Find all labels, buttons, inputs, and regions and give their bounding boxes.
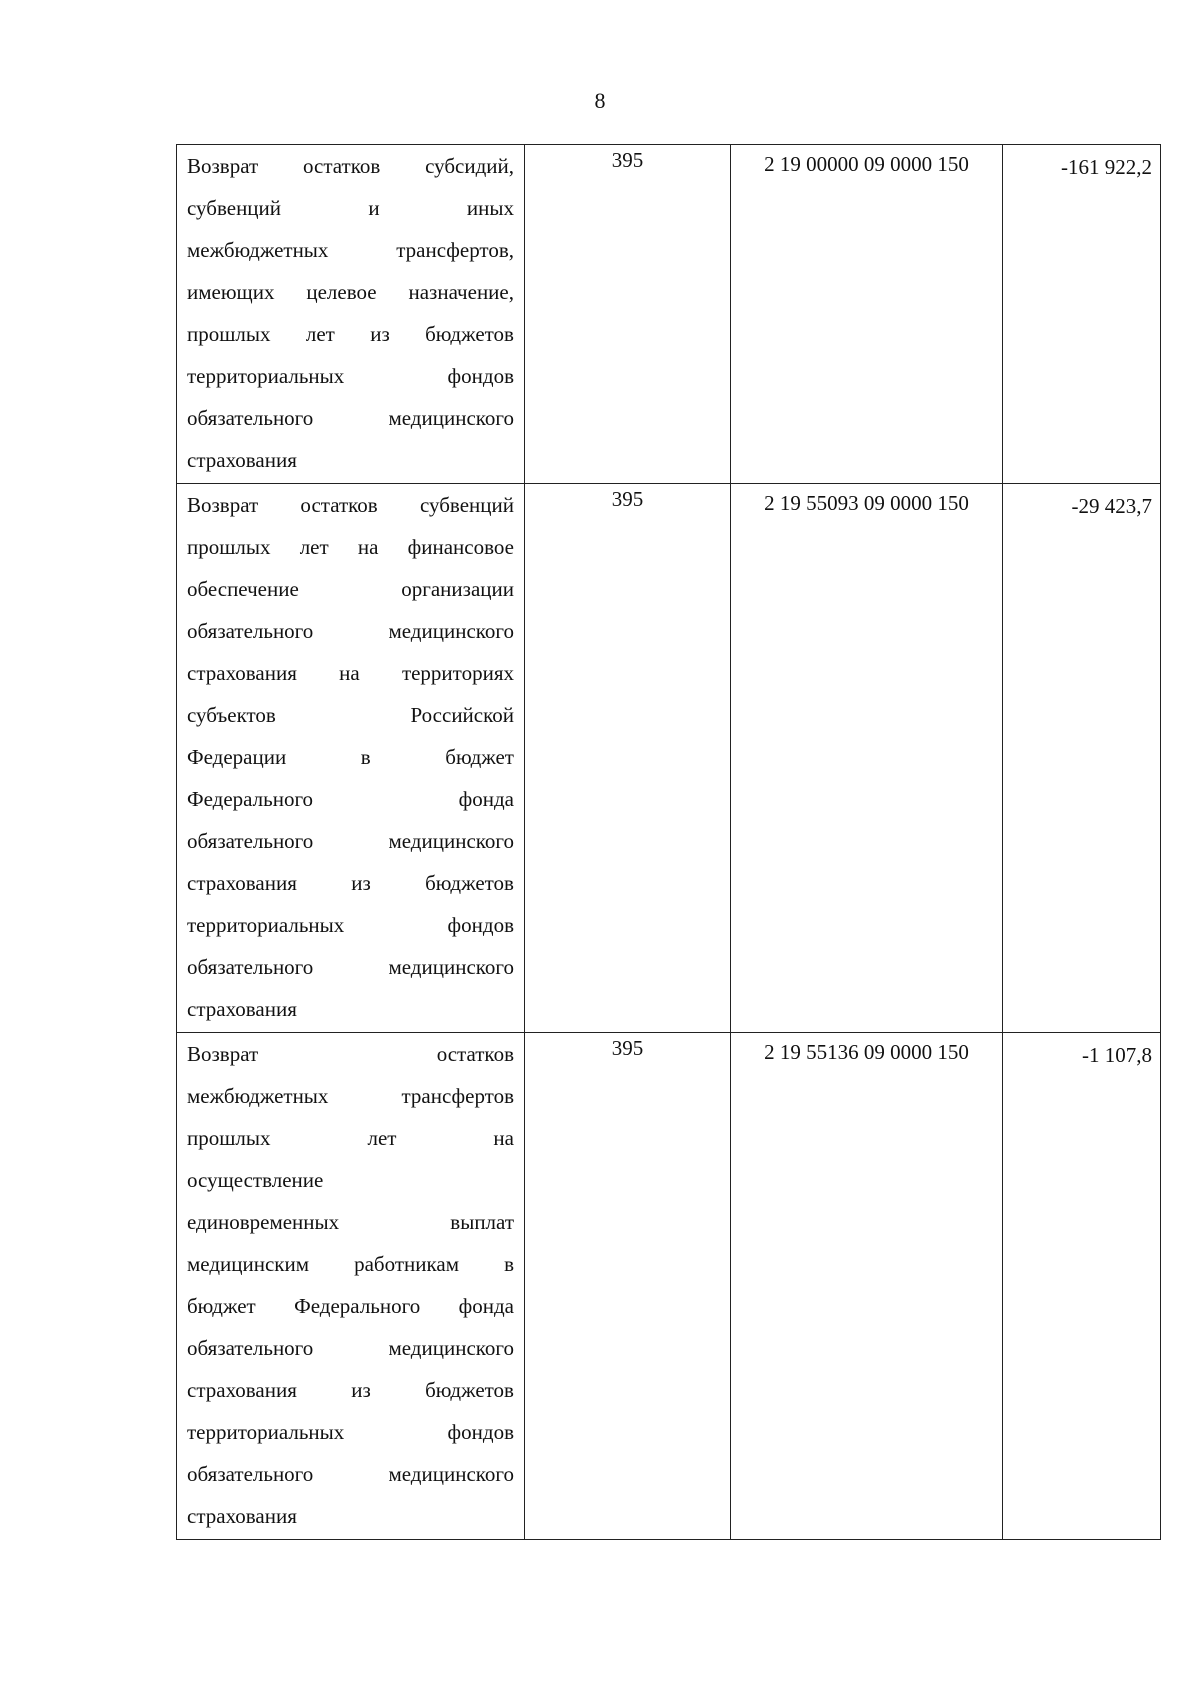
description-word: обязательного: [187, 619, 314, 643]
description-word: бюджет: [445, 745, 514, 769]
admin-code: 395: [611, 148, 644, 172]
description-word: медицинским: [187, 1252, 310, 1276]
description-word: трансфертов: [401, 1084, 514, 1108]
amount-value: -1 107,8: [1082, 1043, 1152, 1067]
admin-code-cell: [525, 1033, 731, 1540]
admin-code-cell: [525, 484, 731, 1033]
description-word: Возврат: [187, 1042, 259, 1066]
description-word: целевое: [306, 280, 377, 304]
description-word: прошлых: [187, 1126, 271, 1150]
description-word: Возврат: [187, 493, 259, 517]
description-word: выплат: [450, 1210, 514, 1234]
description-word: бюджетов: [425, 871, 514, 895]
page-number: 8: [594, 88, 606, 113]
description-line: [177, 1075, 524, 1117]
description-line: [177, 229, 524, 271]
description-word: фондов: [447, 913, 514, 937]
description-word: медицинского: [388, 955, 514, 979]
description-word: прошлых: [187, 535, 271, 559]
description-word: на: [357, 535, 379, 559]
amount-cell: [1003, 145, 1161, 484]
description-word: фонда: [458, 1294, 514, 1318]
description-word: медицинского: [388, 829, 514, 853]
description-line: [177, 1495, 524, 1537]
admin-code: 395: [611, 1036, 644, 1060]
description-word: субвенций: [187, 196, 282, 220]
admin-code: 395: [611, 487, 644, 511]
description-word: бюджетов: [425, 1378, 514, 1402]
description-cell: [177, 145, 525, 484]
description-word: субъектов: [187, 703, 276, 727]
description-word: организации: [401, 577, 514, 601]
description-line: [177, 904, 524, 946]
description-word: страхования: [187, 1504, 297, 1528]
description-word: обеспечение: [187, 577, 299, 601]
table-row: [177, 145, 1161, 484]
description-word: Федерации: [187, 745, 287, 769]
description-word: единовременных: [187, 1210, 340, 1234]
description-word: страхования: [187, 448, 297, 472]
description-word: лет: [305, 322, 335, 346]
budget-code-cell: [731, 484, 1003, 1033]
description-line: [177, 313, 524, 355]
description-word: страхования: [187, 661, 297, 685]
admin-code-cell: [525, 145, 731, 484]
description-line: [177, 397, 524, 439]
description-line: [177, 526, 524, 568]
budget-code: 2 19 00000 09 0000 150: [764, 152, 969, 176]
description-text: [177, 145, 524, 483]
description-cell: [177, 1033, 525, 1540]
description-word: фондов: [447, 364, 514, 388]
description-word: из: [351, 871, 371, 895]
description-word: лет: [299, 535, 329, 559]
description-word: фонда: [458, 787, 514, 811]
description-word: Российской: [410, 703, 514, 727]
description-word: на: [339, 661, 360, 685]
description-word: и: [368, 196, 380, 220]
description-line: [177, 862, 524, 904]
description-word: территориальных: [187, 913, 345, 937]
description-line: [177, 820, 524, 862]
description-line: [177, 1327, 524, 1369]
description-word: назначение,: [408, 280, 514, 304]
description-word: страхования: [187, 871, 297, 895]
description-word: субвенций: [419, 493, 514, 517]
description-line: [177, 271, 524, 313]
description-word: медицинского: [388, 619, 514, 643]
description-word: обязательного: [187, 1462, 314, 1486]
description-word: обязательного: [187, 829, 314, 853]
description-word: обязательного: [187, 406, 314, 430]
description-line: [177, 1243, 524, 1285]
description-word: территориальных: [187, 1420, 345, 1444]
table-row: [177, 484, 1161, 1033]
description-line: [177, 1033, 524, 1075]
description-word: межбюджетных: [187, 238, 329, 262]
description-word: медицинского: [388, 1462, 514, 1486]
description-line: [177, 187, 524, 229]
description-line: [177, 1369, 524, 1411]
description-word: медицинского: [388, 1336, 514, 1360]
description-word: бюджет: [187, 1294, 256, 1318]
description-line: [177, 1201, 524, 1243]
description-word: трансфертов,: [396, 238, 514, 262]
budget-code-cell: [731, 145, 1003, 484]
description-line: [177, 652, 524, 694]
description-line: [177, 694, 524, 736]
description-word: прошлых: [187, 322, 271, 346]
description-line: [177, 1159, 524, 1201]
description-line: [177, 1411, 524, 1453]
description-word: из: [370, 322, 390, 346]
description-word: Федерального: [187, 787, 314, 811]
description-word: Возврат: [187, 154, 259, 178]
description-word: осуществление: [187, 1168, 324, 1192]
budget-code-cell: [731, 1033, 1003, 1540]
description-word: обязательного: [187, 955, 314, 979]
description-word: в: [360, 745, 371, 769]
description-line: [177, 145, 524, 187]
budget-code: 2 19 55136 09 0000 150: [764, 1040, 969, 1064]
description-word: из: [351, 1378, 371, 1402]
description-word: страхования: [187, 1378, 297, 1402]
description-word: работникам: [354, 1252, 459, 1276]
description-word: имеющих: [187, 280, 275, 304]
description-word: субсидий,: [425, 154, 514, 178]
description-word: лет: [367, 1126, 397, 1150]
amount-cell: [1003, 484, 1161, 1033]
description-line: [177, 355, 524, 397]
description-word: медицинского: [388, 406, 514, 430]
description-word: на: [493, 1126, 514, 1150]
description-word: в: [504, 1252, 514, 1276]
description-line: [177, 568, 524, 610]
description-word: территориальных: [187, 364, 345, 388]
description-line: [177, 1453, 524, 1495]
description-word: Федерального: [294, 1294, 421, 1318]
table-row: [177, 1033, 1161, 1540]
description-word: фондов: [447, 1420, 514, 1444]
description-line: [177, 778, 524, 820]
description-line: [177, 988, 524, 1030]
amount-value: -161 922,2: [1061, 155, 1152, 179]
description-word: остатков: [302, 154, 381, 178]
description-word: финансовое: [407, 535, 514, 559]
description-word: иных: [466, 196, 514, 220]
amount-value: -29 423,7: [1071, 494, 1152, 518]
description-word: остатков: [436, 1042, 514, 1066]
description-word: остатков: [300, 493, 378, 517]
description-line: [177, 610, 524, 652]
description-line: [177, 1285, 524, 1327]
budget-table: [176, 144, 1161, 1540]
amount-cell: [1003, 1033, 1161, 1540]
table-body: [177, 145, 1161, 1540]
description-cell: [177, 484, 525, 1033]
description-line: [177, 1117, 524, 1159]
description-word: территориях: [401, 661, 514, 685]
description-line: [177, 439, 524, 481]
description-text: [177, 484, 524, 1032]
description-word: бюджетов: [425, 322, 514, 346]
budget-code: 2 19 55093 09 0000 150: [764, 491, 969, 515]
description-text: [177, 1033, 524, 1539]
description-word: межбюджетных: [187, 1084, 329, 1108]
description-line: [177, 484, 524, 526]
description-word: страхования: [187, 997, 297, 1021]
description-line: [177, 946, 524, 988]
description-word: обязательного: [187, 1336, 314, 1360]
description-line: [177, 736, 524, 778]
